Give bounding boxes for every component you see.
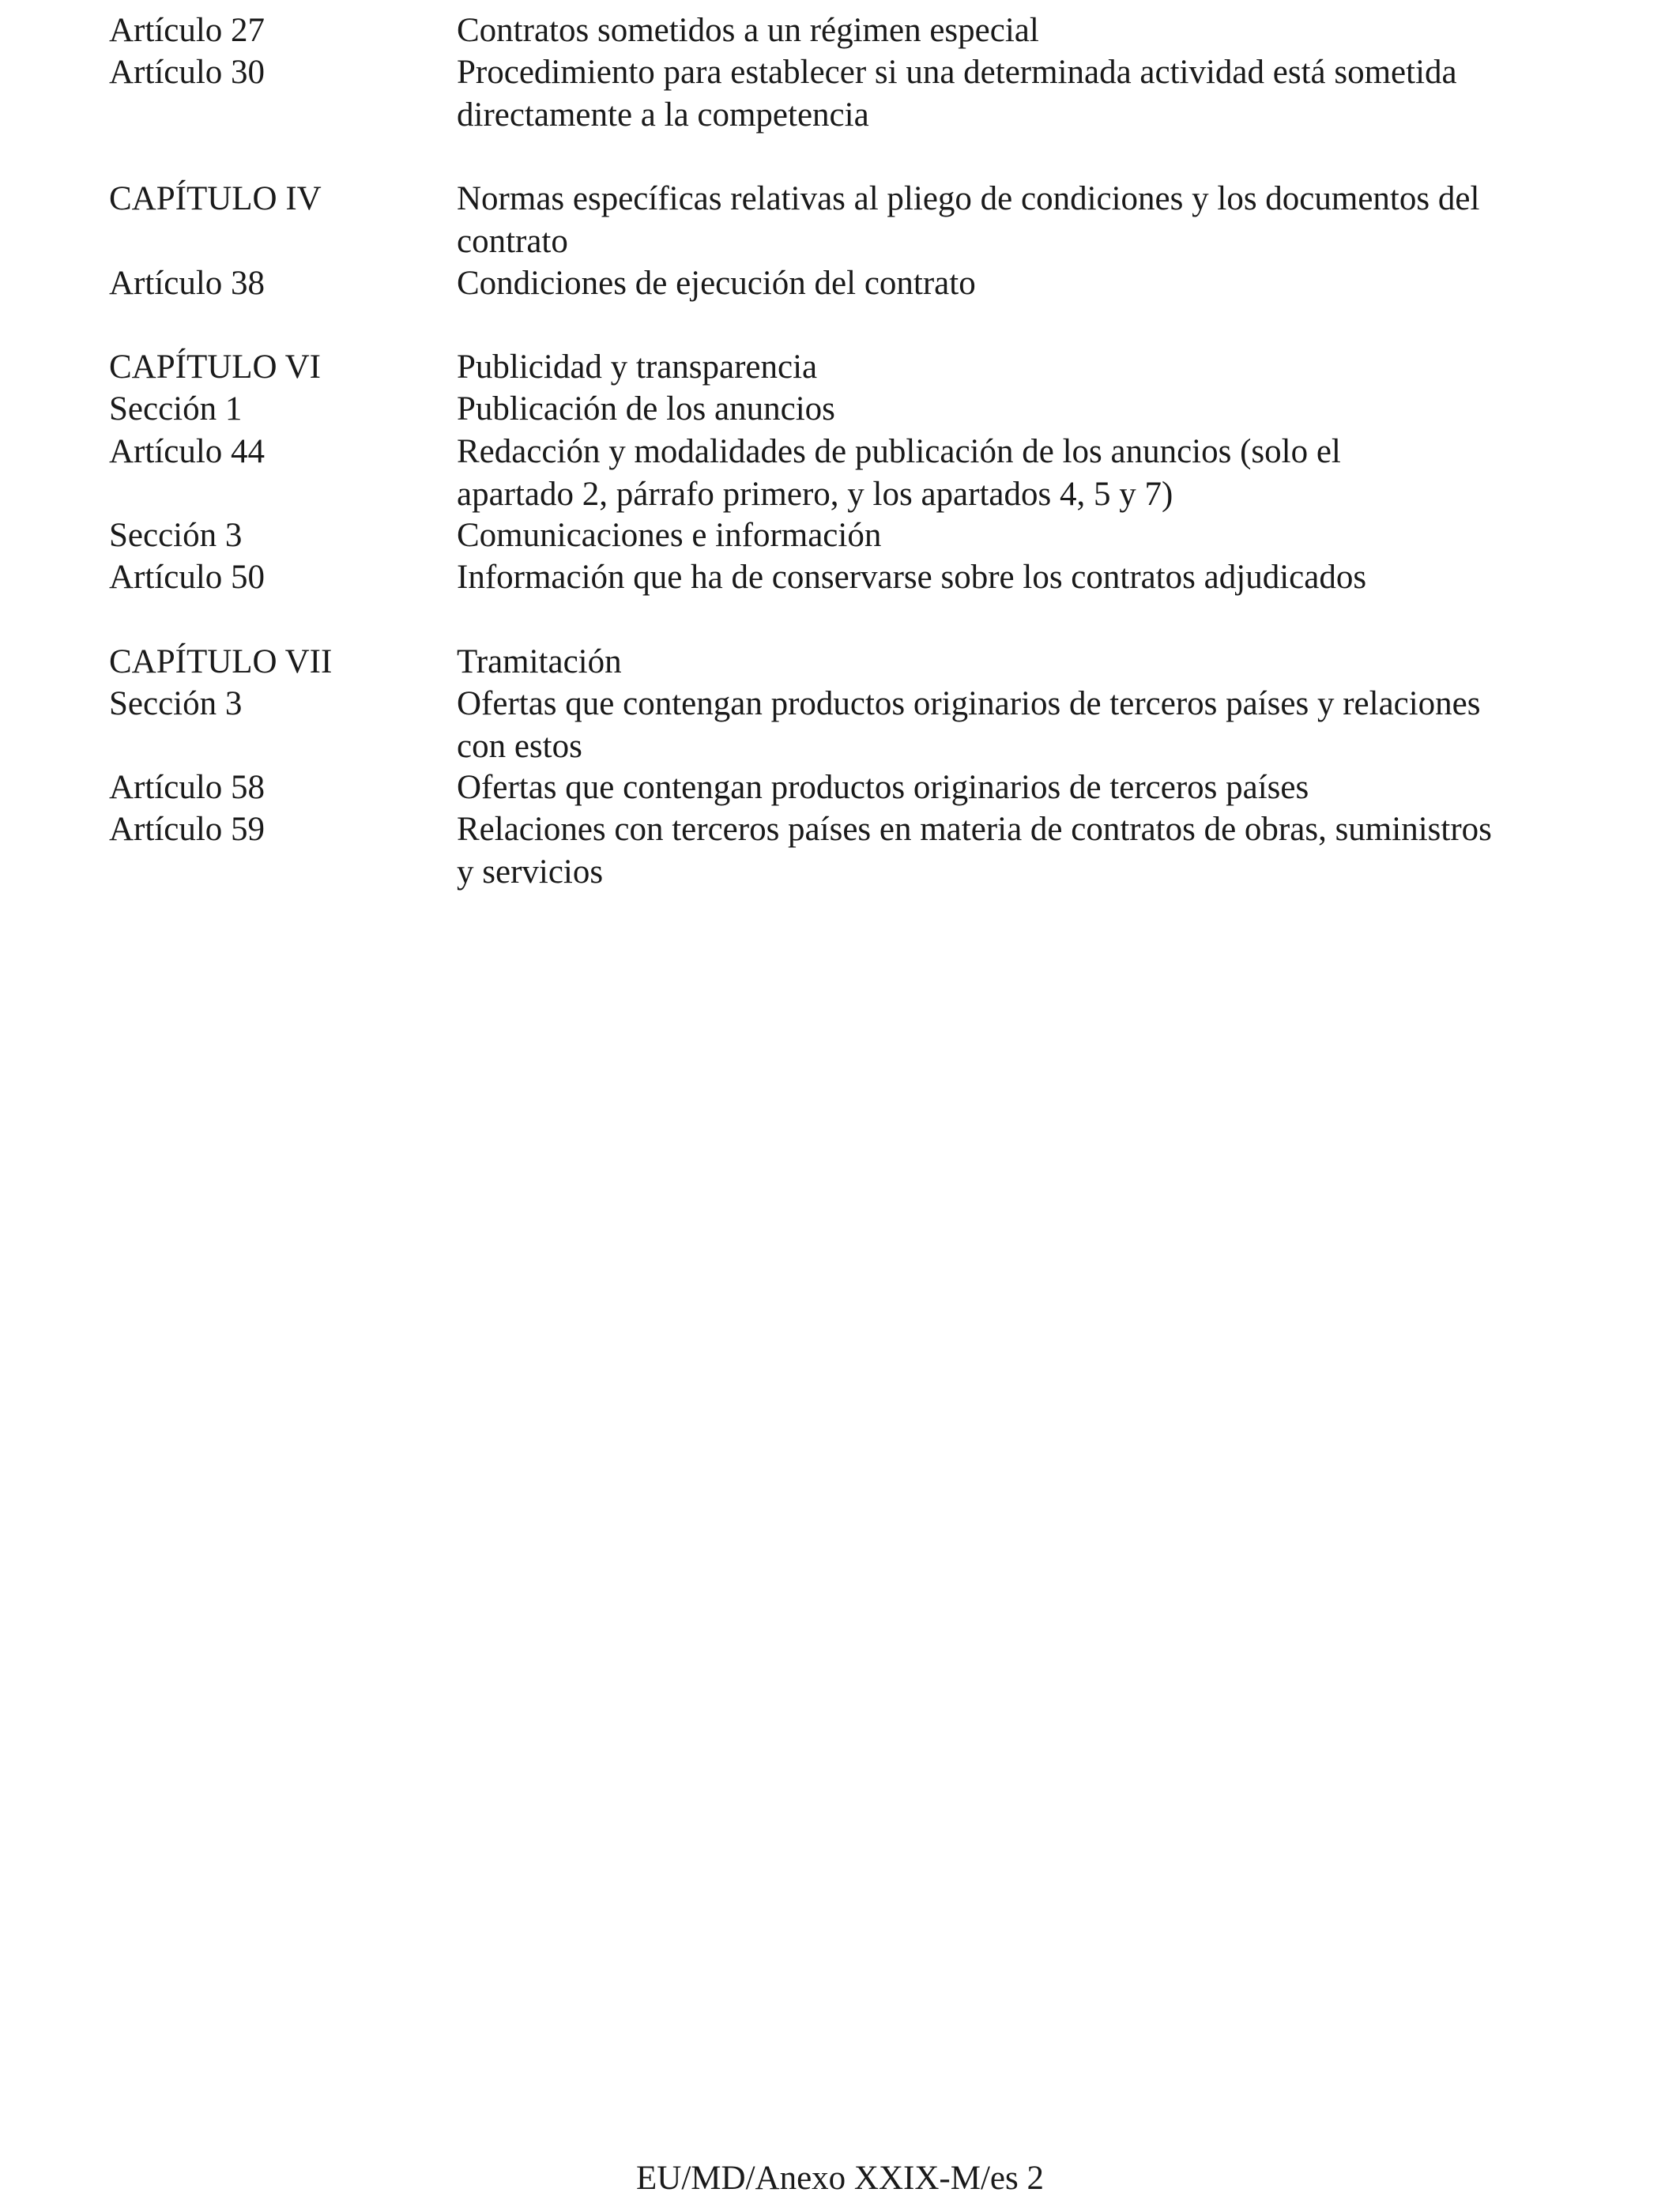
entry-description [457,9,1595,52]
entry-description [457,388,1595,431]
entry-label: Artículo 58 [109,769,266,806]
entry-description-line: Contratos sometidos a un régimen especial [457,12,1039,49]
entry-description-line: Relaciones con terceros países en materia de contratos de obras, suministros [457,811,1492,848]
entry-description-line: Normas específicas relativas al pliego de condiciones y los documentos del [457,180,1480,217]
entry-description-line: Tramitación [457,643,622,680]
page-footer-reference: EU/MD/Anexo XXIX-M/es 2 [636,2160,1044,2197]
entry-description [457,556,1595,599]
entry-description-line: Publicación de los anuncios [457,390,835,428]
entry-description [457,346,1595,389]
entry-label: Artículo 30 [109,54,266,91]
entry-description [457,808,1595,893]
entry-description-line: Ofertas que contengan productos originarios de terceros países y relaciones [457,685,1481,722]
entry-description-line: Condiciones de ejecución del contrato [457,265,976,302]
entry-description [457,51,1595,136]
entry-description [457,431,1595,515]
entry-description-line: directamente a la competencia [457,96,869,134]
entry-label: CAPÍTULO VII [109,643,333,680]
entry-description [457,262,1595,305]
entry-description-line: y servicios [457,853,604,891]
entry-label: CAPÍTULO IV [109,180,322,217]
entry-description [457,641,1595,684]
entry-description-line: Comunicaciones e información [457,517,882,554]
entry-description-line: apartado 2, párrafo primero, y los apartados 4, 5 y 7) [457,475,1173,513]
entry-description [457,683,1595,767]
entry-label: Artículo 27 [109,12,266,49]
entry-description-line: Ofertas que contengan productos originarios de terceros países [457,769,1309,806]
entry-label: Sección 3 [109,685,243,722]
entry-label: Sección 3 [109,517,243,554]
entry-label: Sección 1 [109,390,243,428]
entry-label: Artículo 44 [109,433,266,470]
entry-description-line: Procedimiento para establecer si una determinada actividad está sometida [457,54,1457,91]
entry-label: Artículo 59 [109,811,266,848]
entry-description [457,514,1595,557]
entry-description [457,178,1595,262]
entry-description-line: Publicidad y transparencia [457,348,818,386]
entry-description-line: Redacción y modalidades de publicación de los anuncios (solo el [457,433,1341,470]
entry-description-line: Información que ha de conservarse sobre los contratos adjudicados [457,559,1367,596]
entry-description-line: contrato [457,222,568,260]
entry-description [457,767,1595,809]
entry-label: Artículo 38 [109,265,266,302]
entry-description-line: con estos [457,727,582,765]
entry-label: Artículo 50 [109,559,266,596]
entry-label: CAPÍTULO VI [109,348,321,386]
